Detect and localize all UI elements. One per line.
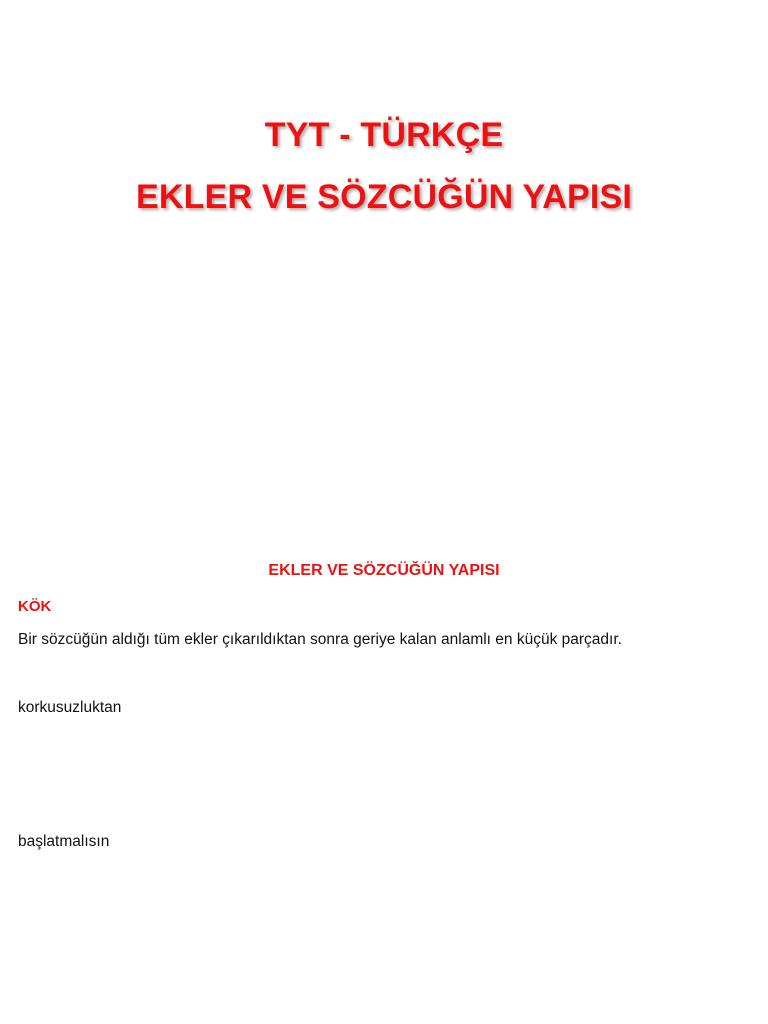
term-definition: Bir sözcüğün aldığı tüm ekler çıkarıldıktan sonra geriye kalan anlamlı en küçük parçadır. <box>18 631 622 648</box>
page-subtitle: EKLER VE SÖZCÜĞÜN YAPISI <box>135 178 633 216</box>
example-word: korkusuzluktan <box>18 699 122 716</box>
example-word: başlatmalısın <box>18 833 110 850</box>
page-title: TYT - TÜRKÇE <box>264 116 504 154</box>
term-label: KÖK <box>18 598 52 615</box>
section-heading: EKLER VE SÖZCÜĞÜN YAPISI <box>268 562 500 579</box>
